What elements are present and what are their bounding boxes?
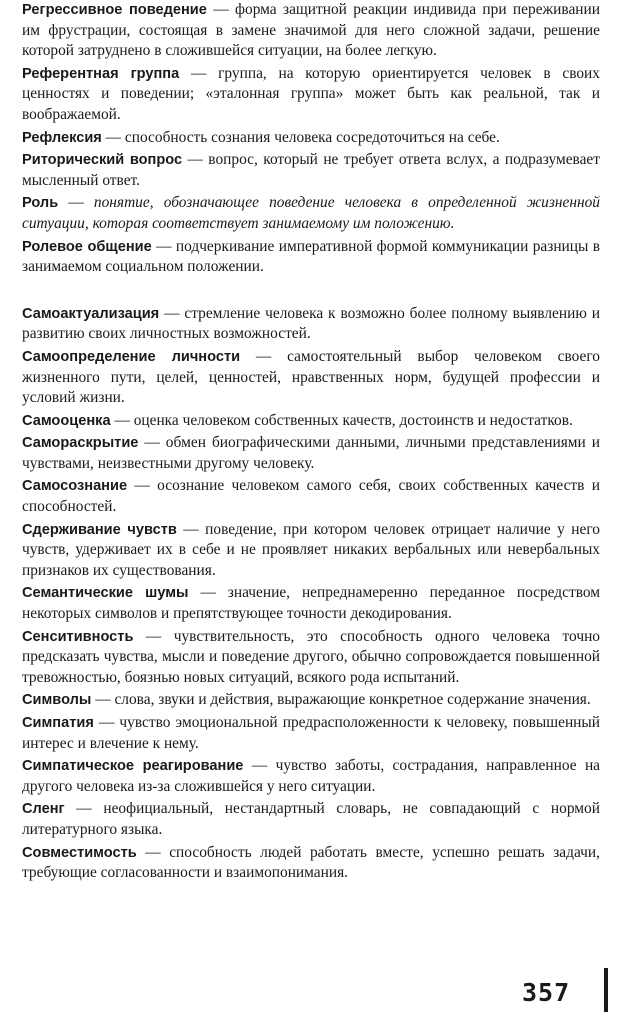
glossary-page bbox=[22, 0, 600, 886]
entry-definition: вопрос, который не требует ответа вслух, а подразумевает мысленный ответ. bbox=[22, 151, 600, 189]
entry-definition: подчеркивание императивной формой коммуникации разницы в занимаемом социальном положении. bbox=[22, 237, 600, 276]
entry-definition: понятие, обозначающее поведение человека в определенной жизненной ситуации, которая соответствует занимаемому им положению. bbox=[22, 194, 600, 232]
entry-separator: — bbox=[64, 800, 104, 818]
entry-definition: неофициальный, нестандартный словарь, не совпадающий с нормой литературного языка. bbox=[22, 800, 600, 838]
glossary-entry bbox=[22, 0, 600, 62]
entry-term: Самораскрытие bbox=[22, 435, 139, 452]
entry-separator: — bbox=[127, 477, 158, 495]
entry-separator: — bbox=[182, 151, 209, 169]
entry-separator: — bbox=[179, 64, 219, 82]
entry-definition: способность людей работать вместе, успешно решать задачи, требующие согласованности и взаимопонимания. bbox=[22, 843, 600, 882]
glossary-entry bbox=[22, 843, 600, 884]
entry-definition: чувствительность, это способность одного человека точно предсказать чувства, мысли и поведение другого, обычно сопровождается повышенной тревожностью, боязнью новых ситуаций, всякого рода испытаний. bbox=[22, 627, 600, 686]
entry-definition: значение, непреднамеренно переданное посредством некоторых символов и препятствующее точности декодирования. bbox=[22, 584, 600, 623]
entry-separator: — bbox=[188, 584, 228, 602]
section-gap bbox=[22, 280, 600, 304]
entry-separator: — bbox=[243, 757, 276, 775]
entry-definition: слова, звуки и действия, выражающие конкретное содержание значения. bbox=[114, 691, 591, 709]
entry-definition: оценка человеком собственных качеств, достоинств и недостатков. bbox=[133, 411, 573, 429]
entry-term: Самоопределение личности bbox=[22, 348, 241, 365]
entry-term: Самосознание bbox=[22, 478, 128, 495]
margin-rule bbox=[604, 968, 608, 1012]
entry-definition: группа, на которую ориентируется человек в своих ценностях и поведении; «эталонная группа» может быть как реальной, так и воображаемой. bbox=[22, 64, 600, 123]
glossary-entry bbox=[22, 128, 600, 149]
entry-definition: способность сознания человека сосредоточиться на себе. bbox=[124, 128, 500, 146]
glossary-entry bbox=[22, 193, 600, 234]
entry-term: Референтная группа bbox=[22, 65, 180, 82]
entry-term: Риторический вопрос bbox=[22, 152, 183, 169]
glossary-entry bbox=[22, 690, 600, 711]
entry-term: Симпатия bbox=[22, 715, 94, 731]
entry-definition: форма защитной реакции индивида при переживании им фрустрации, состоящая в замене значимой для него сложной задачи, решение которой затруднено в сложившейся ситуации, на более легкую. bbox=[22, 1, 600, 60]
entry-term: Ролевое общение bbox=[22, 238, 152, 255]
entry-term: Рефлексия bbox=[22, 129, 102, 146]
entry-definition: обмен биографическими данными, личными представлениями и чувствами, неизвестными другому человеку. bbox=[22, 434, 600, 472]
entry-term: Сенситивность bbox=[22, 628, 134, 645]
glossary-entry bbox=[22, 64, 600, 126]
glossary-entry bbox=[22, 627, 600, 689]
entry-separator: — bbox=[110, 411, 134, 429]
entry-separator: — bbox=[176, 520, 206, 538]
glossary-entry bbox=[22, 433, 600, 474]
entry-separator: — bbox=[136, 843, 170, 861]
entry-separator: — bbox=[58, 194, 94, 212]
glossary-entry bbox=[22, 520, 600, 582]
entry-term: Симпатическое реагирование bbox=[22, 758, 244, 775]
entry-separator: — bbox=[159, 304, 185, 322]
entry-term: Самооценка bbox=[22, 412, 111, 429]
entry-separator: — bbox=[138, 434, 166, 452]
glossary-entry bbox=[22, 304, 600, 345]
entry-separator: — bbox=[91, 691, 115, 709]
glossary-entry bbox=[22, 476, 600, 517]
entry-term: Регрессивное поведение bbox=[22, 2, 207, 18]
glossary-entry bbox=[22, 756, 600, 797]
entry-definition: поведение, при котором человек отрицает наличие у него чувств, удерживает их в себе и не проявляет никаких вербальных или невербальных признаков их существования. bbox=[22, 520, 600, 579]
page-number: 357 bbox=[522, 978, 571, 1007]
glossary-entry bbox=[22, 347, 600, 409]
entry-term: Самоактуализация bbox=[22, 305, 160, 322]
entry-term: Роль bbox=[22, 195, 59, 212]
entry-term: Семантические шумы bbox=[22, 585, 189, 602]
entry-separator: — bbox=[240, 347, 288, 365]
entry-definition: чувство заботы, сострадания, направленное на другого человека из-за сложившейся у него ситуации. bbox=[22, 757, 601, 795]
entry-term: Сленг bbox=[22, 801, 65, 818]
glossary-entry bbox=[22, 799, 600, 840]
entry-term: Совместимость bbox=[22, 844, 137, 861]
entry-separator: — bbox=[133, 627, 174, 645]
glossary-entry bbox=[22, 713, 600, 754]
entry-definition: самостоятельный выбор человеком своего жизненного пути, целей, ценностей, нравственных норм, будущей профессии и условий жизни. bbox=[22, 347, 600, 407]
entry-definition: чувство эмоциональной предрасположенности к человеку, повышенный интерес и влечение к нему. bbox=[22, 714, 600, 752]
entry-separator: — bbox=[101, 128, 125, 146]
entry-term: Символы bbox=[22, 692, 92, 709]
glossary-entry bbox=[22, 237, 600, 278]
glossary-entry bbox=[22, 583, 600, 624]
entry-definition: стремление человека к возможно более полному выявлению и развитию своих личностных возможностей. bbox=[22, 304, 600, 343]
glossary-entry bbox=[22, 150, 600, 191]
entry-separator: — bbox=[206, 1, 236, 18]
entry-definition: осознание человеком самого себя, своих собственных качеств и способностей. bbox=[22, 477, 600, 516]
entry-separator: — bbox=[151, 237, 176, 255]
entry-separator: — bbox=[93, 714, 120, 731]
glossary-entry bbox=[22, 411, 600, 432]
entry-term: Сдерживание чувств bbox=[22, 521, 177, 538]
